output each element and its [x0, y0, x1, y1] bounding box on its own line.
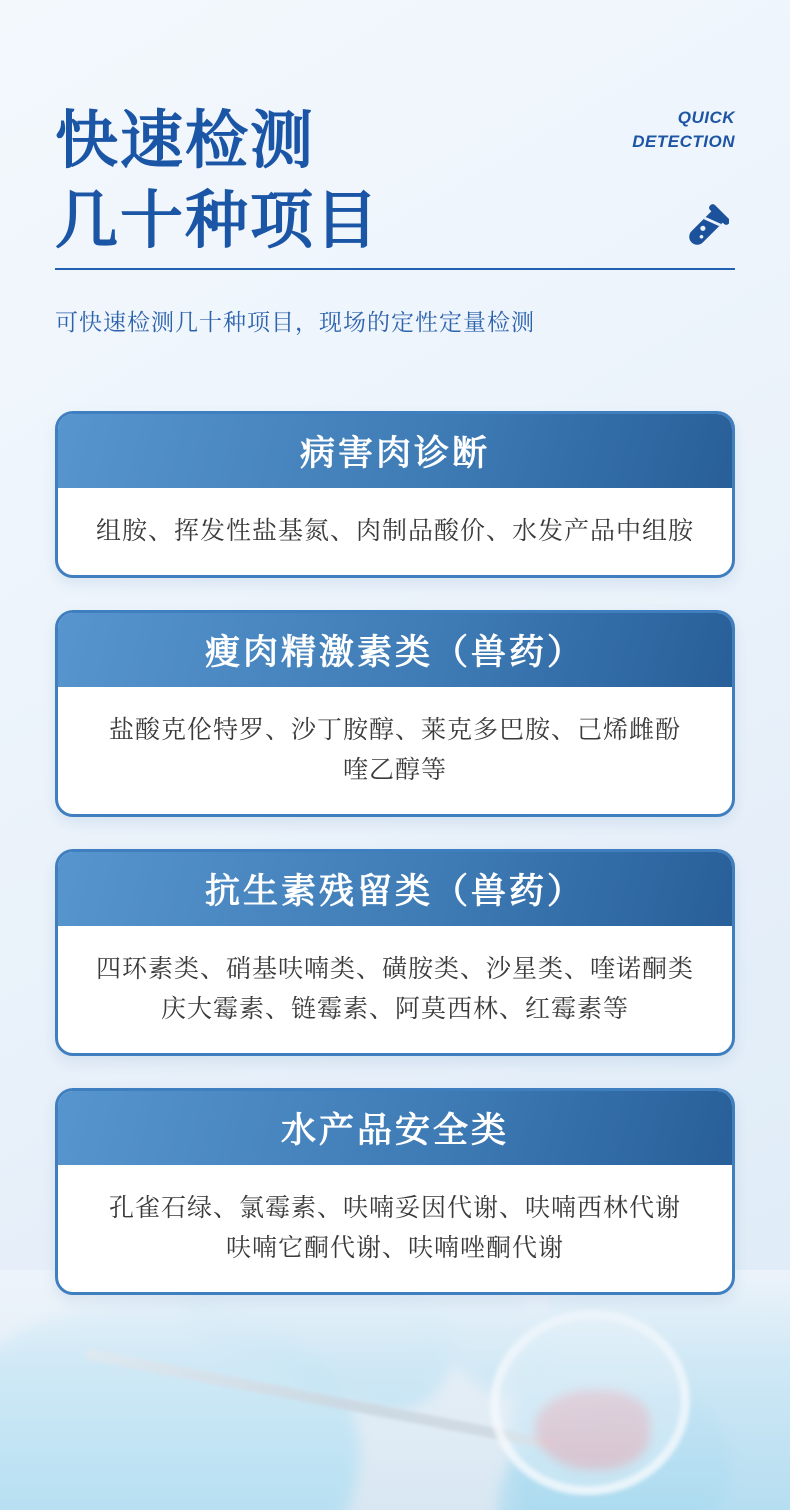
card-items [58, 488, 732, 575]
card-items-line: 盐酸克伦特罗、沙丁胺醇、莱克多巴胺、己烯雌酚 [108, 715, 681, 744]
card-items-line: 呋喃它酮代谢、呋喃唑酮代谢 [225, 1234, 564, 1262]
photo-fade-overlay [0, 1270, 790, 1510]
page-title-line2: 几十种项目 [55, 183, 380, 257]
header-right-column [632, 100, 735, 260]
english-tagline [632, 106, 735, 154]
category-card-antibiotic-residue [55, 849, 735, 1056]
category-card-lean-meat-hormones [55, 610, 735, 817]
lab-photo-strip [0, 1270, 790, 1510]
card-title: 瘦肉精激素类（兽药） [58, 613, 732, 687]
header-section [55, 100, 735, 260]
card-items [58, 687, 732, 814]
card-items-line: 喹乙醇等 [342, 756, 447, 784]
category-card-list [55, 411, 735, 1295]
category-card-aquatic-safety [55, 1088, 735, 1295]
content-column [0, 100, 790, 1295]
card-items-line: 庆大霉素、链霉素、阿莫西林、红霉素等 [160, 995, 629, 1023]
card-items-line: 孔雀石绿、氯霉素、呋喃妥因代谢、呋喃西林代谢 [108, 1193, 681, 1222]
tagline-line1: QUICK [677, 108, 735, 127]
page-title-line1: 快速检测 [55, 103, 315, 177]
card-items-line: 四环素类、硝基呋喃类、磺胺类、沙星类、喹诺酮类 [95, 954, 694, 983]
card-items [58, 1165, 732, 1292]
title-divider [55, 268, 735, 270]
tagline-line2: DETECTION [632, 131, 735, 151]
card-title: 病害肉诊断 [58, 414, 732, 488]
test-tube-icon [681, 202, 729, 256]
subtitle-text: 可快速检测几十种项目，现场的定性定量检测 [55, 309, 535, 335]
card-items-line: 组胺、挥发性盐基氮、肉制品酸价、水发产品中组胺 [95, 517, 694, 545]
card-title: 抗生素残留类（兽药） [58, 852, 732, 926]
card-title: 水产品安全类 [58, 1091, 732, 1165]
page-title [55, 100, 380, 260]
card-items [58, 926, 732, 1053]
category-card-diseased-meat [55, 411, 735, 578]
